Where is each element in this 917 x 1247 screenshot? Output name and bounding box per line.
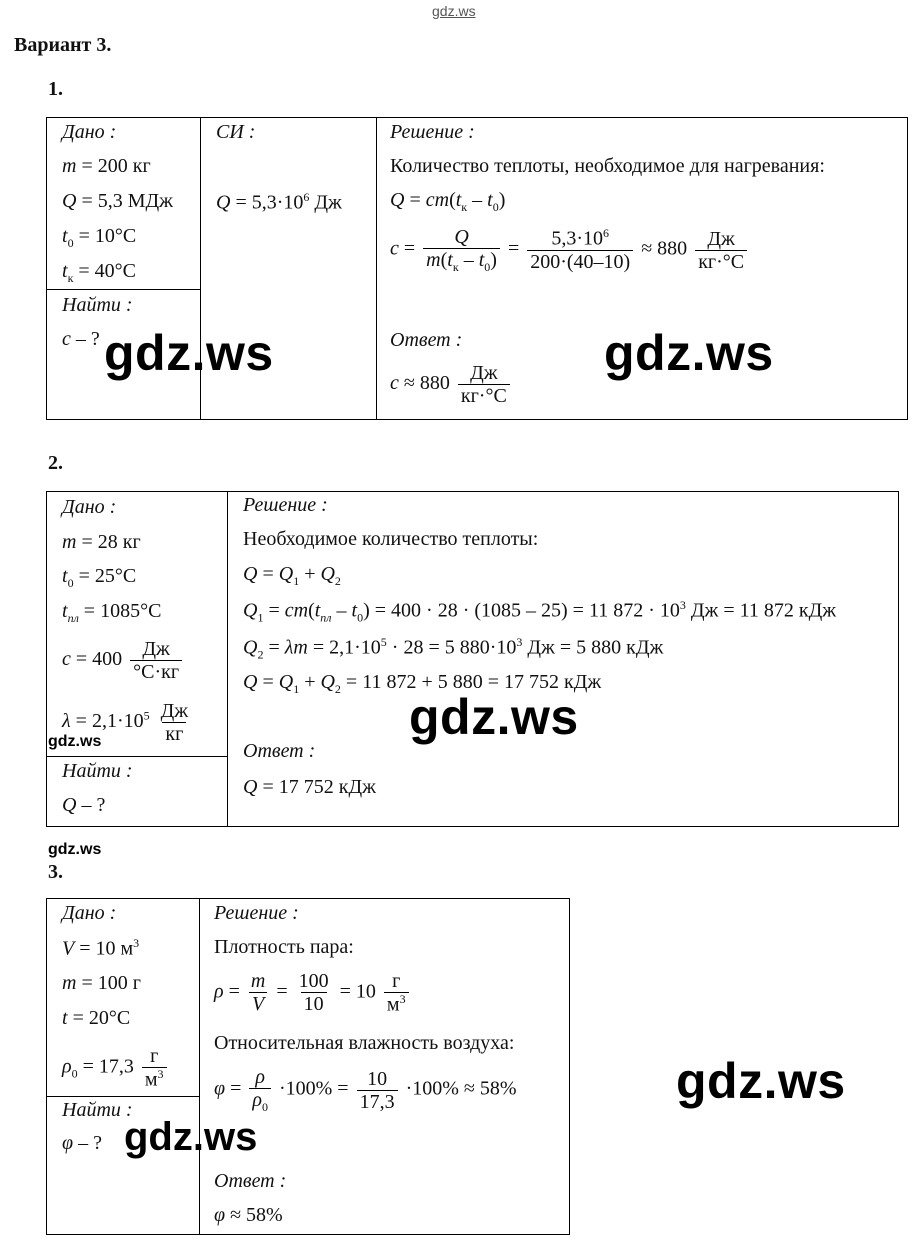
watermark-2b: gdz.ws xyxy=(48,733,102,750)
problem-2-number: 2. xyxy=(48,452,63,474)
solution-text-2: Относительная влажность воздуха: xyxy=(214,1032,515,1054)
find-value: Q – ? xyxy=(62,794,106,816)
watermark-1b: gdz.ws xyxy=(604,325,774,381)
page-title: Вариант 3. xyxy=(14,34,112,56)
given-label: Дано : xyxy=(62,902,117,924)
find-label: Найти : xyxy=(62,760,133,782)
given-specific-heat: c = 400 $\frac{Дж}{^\circ C\cdot кг}$ xyxy=(62,638,185,683)
watermark-3a: gdz.ws xyxy=(124,1115,258,1159)
given-mass: m = 200 кг xyxy=(62,155,151,177)
solution-text-1: Количество теплоты, необходимое для нагревания: xyxy=(390,155,825,177)
given-latent-heat: $\lambda = 2,1\cdot 10^5$ $\frac{Дж}{кг}$ xyxy=(62,700,189,745)
find-value: c – ? xyxy=(62,328,100,350)
find-label: Найти : xyxy=(62,294,133,316)
given-initial-temp: $t_0 = 25^\circ C$ xyxy=(62,565,137,590)
solution-label: Решение : xyxy=(243,494,328,516)
find-value: φ – ? xyxy=(62,1132,102,1154)
answer-value: Q = 17 752 кДж xyxy=(243,776,376,798)
solution-formula-2: $Q_1 = cm(t_{пл} - t_0) = 400 \cdot 28 \cdot (1085 - 25) = 11$ $872 \cdot 10^3$ Дж = 11 872 кДж xyxy=(243,598,837,625)
solution-formula-3: $Q_2 = \lambda m = 2,1\cdot 10^5 \cdot 28 = 5$ $880\cdot 10^3$ Дж = 5 880 кДж xyxy=(243,635,664,662)
find-label: Найти : xyxy=(62,1099,133,1121)
problem-1-number: 1. xyxy=(48,78,63,100)
watermark-1a: gdz.ws xyxy=(104,325,274,381)
watermark-2a: gdz.ws xyxy=(409,689,579,745)
given-melting-temp: $t_{пл} = 1085^\circ C$ xyxy=(62,600,162,625)
solution-formula-2: φ = $\frac{\rho}{\rho_0}$ ·100% = $\frac{10}{17,3}$ ·100% ≈ 58% xyxy=(214,1066,517,1114)
given-label: Дано : xyxy=(62,121,117,143)
answer-value: c ≈ 880 $\frac{Дж}{кг\cdot^\circ C}$ xyxy=(390,362,513,407)
solution-label: Решение : xyxy=(214,902,299,924)
solution-formula-1: ρ = $\frac{m}{V}$ = $\frac{100}{10}$ = 10 $\frac{г}{м^3}$ xyxy=(214,970,412,1016)
solution-text-1: Плотность пара: xyxy=(214,936,354,958)
si-value: $Q = 5,3\cdot 10^6$ Дж xyxy=(216,190,342,214)
given-heat: Q = 5,3 МДж xyxy=(62,190,173,212)
watermark-top[interactable]: gdz.ws xyxy=(432,3,476,19)
given-volume: V = 10 $м^3$ xyxy=(62,936,140,960)
given-saturated-density: $\rho_0 = 17,3$ $\frac{г}{м^3}$ xyxy=(62,1045,170,1091)
solution-text-1: Необходимое количество теплоты: xyxy=(243,528,539,550)
problem-3-number: 3. xyxy=(48,861,63,883)
watermark-3b: gdz.ws xyxy=(676,1053,846,1109)
answer-label: Ответ : xyxy=(243,740,316,762)
solution-formula-2: c = $\frac{Q}{m(t_к - t_0)}$ = $\frac{5,3\cdot 10^6}{200\cdot(40-10)}$ ≈ 880 $\frac{Дж}{кг\cdot^\circ C}$ xyxy=(390,226,750,274)
given-final-temp: $t_к = 40^\circ C$ xyxy=(62,260,137,285)
given-mass: m = 100 г xyxy=(62,972,141,994)
given-mass: m = 28 кг xyxy=(62,531,141,553)
answer-value: φ ≈ 58% xyxy=(214,1204,283,1226)
solution-formula-4: $Q = Q_1 + Q_2 = 11$ 872 + 5 880 = 17 752 кДж xyxy=(243,671,602,696)
solution-label: Решение : xyxy=(390,121,475,143)
given-label: Дано : xyxy=(62,496,117,518)
solution-formula-1: $Q = Q_1 + Q_2$ xyxy=(243,563,341,588)
solution-formula-1: $Q = cm(t_к - t_0)$ xyxy=(390,189,506,214)
answer-label: Ответ : xyxy=(390,329,463,351)
watermark-2c: gdz.ws xyxy=(48,841,102,858)
given-temp: t = 20°C xyxy=(62,1007,131,1029)
si-label: СИ : xyxy=(216,121,256,143)
answer-label: Ответ : xyxy=(214,1170,287,1192)
given-initial-temp: $t_0 = 10^\circ C$ xyxy=(62,225,137,250)
